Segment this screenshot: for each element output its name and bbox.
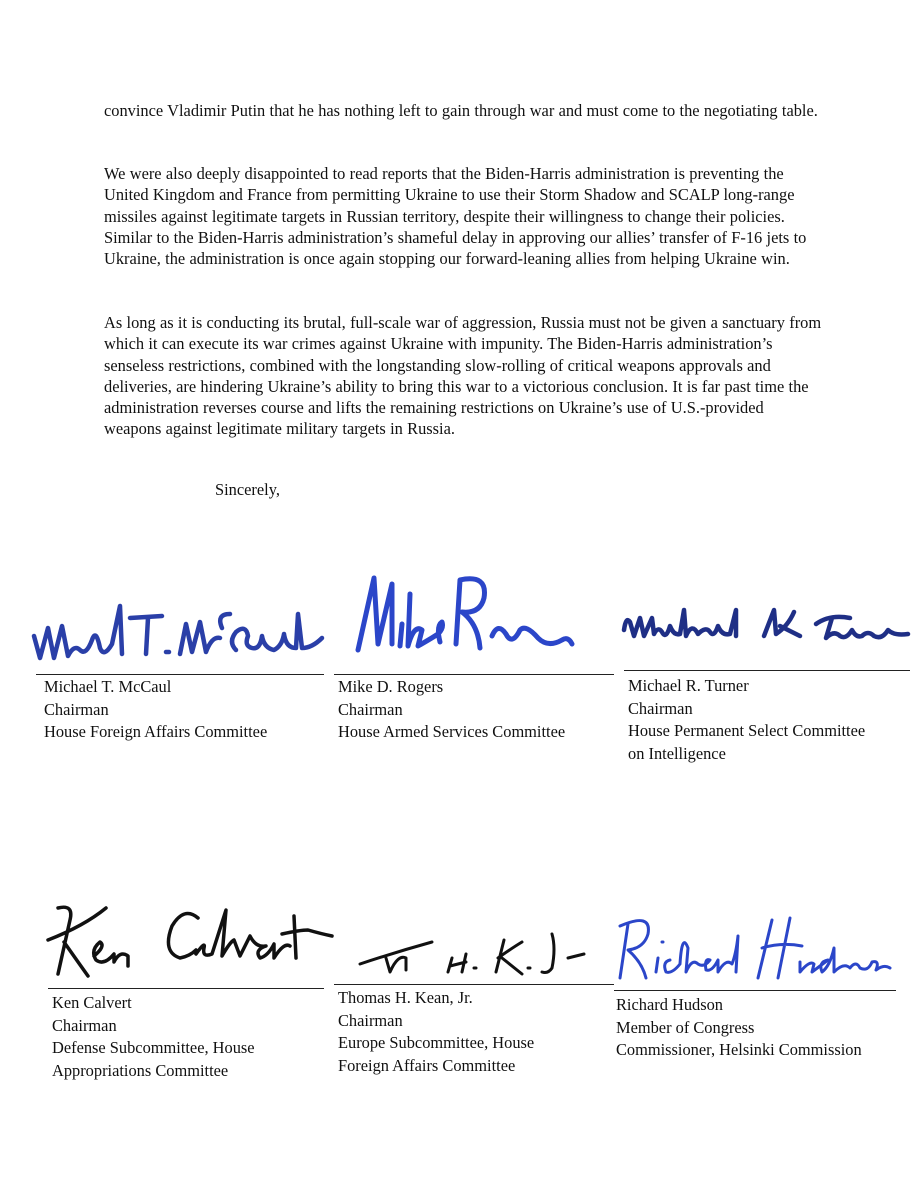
signature-mccaul [30,588,330,668]
body-paragraph-2: We were also deeply disappointed to read reports that the Biden-Harris administration is preventing the United Kingdom and France from permitting Ukraine to use their Storm Shadow and SCALP long-range missiles against legitimate targets in Russian territory, despite their willingness to change their policies. Similar to the Biden-Harris administration’s shameful delay in approving our allies’ transfer of F-16 jets to Ukraine, the administration is once again stopping our forward-leaning allies from helping Ukraine win. [104,164,807,269]
signatory-block-calvert [52,992,255,1082]
signatory-name: Richard Hudson [616,995,723,1014]
signature-hudson [606,908,902,988]
signatory-committee-cont: on Intelligence [628,743,726,763]
signatory-block-kean [338,987,534,1077]
signatory-title: Chairman [628,698,693,718]
signatory-committee-cont: Appropriations Committee [52,1060,229,1080]
signature-line-rogers [334,674,614,675]
signatory-title: Chairman [52,1015,117,1035]
signatory-title: Chairman [44,699,109,719]
signatory-title: Chairman [338,699,403,719]
signatory-committee-cont: Foreign Affairs Committee [338,1055,516,1075]
signature-line-kean [334,984,614,985]
signature-kean [356,928,588,978]
signatory-title: Member of Congress [616,1017,755,1037]
signatory-title: Chairman [338,1010,403,1030]
signatory-block-turner [628,675,865,765]
signatory-name: Michael T. McCaul [44,677,172,696]
signature-line-hudson [614,990,896,991]
signatory-committee: House Permanent Select Committee [628,721,866,741]
signatory-committee: Europe Subcommittee, House [338,1033,535,1053]
signatory-name: Mike D. Rogers [338,677,444,696]
signature-line-mccaul [36,674,324,675]
signature-rogers [352,564,582,664]
signatory-block-rogers [338,676,565,744]
signatory-committee: House Armed Services Committee [338,722,566,742]
body-paragraph-1: convince Vladimir Putin that he has nothing left to gain through war and must come to the negotiating table. [104,101,818,120]
signatory-block-hudson [616,994,862,1062]
signatory-committee: Commissioner, Helsinki Commission [616,1040,862,1060]
body-paragraph-3: As long as it is conducting its brutal, full-scale war of aggression, Russia must not be given a sanctuary from which it can execute its war crimes against Ukraine with impunity. The Biden-Harris administration’s senseless restrictions, combined with the longstanding slow-rolling of critical weapons approvals and deliveries, are hindering Ukraine’s ability to bring this war to a victorious conclusion. It is far past time the administration reverses course and lifts the remaining restrictions on Ukraine’s use of U.S.-provided weapons against legitimate military targets in Russia. [104,313,822,439]
signatory-name: Thomas H. Kean, Jr. [338,988,473,1007]
signatory-committee: Defense Subcommittee, House [52,1038,255,1058]
signatory-block-mccaul [44,676,267,744]
closing: Sincerely, [215,480,280,499]
signature-line-turner [624,670,910,671]
signature-turner [618,596,914,656]
signatory-name: Michael R. Turner [628,676,749,695]
signature-line-calvert [48,988,324,989]
signatory-name: Ken Calvert [52,993,132,1012]
signature-calvert [44,896,336,980]
signatory-committee: House Foreign Affairs Committee [44,722,268,742]
